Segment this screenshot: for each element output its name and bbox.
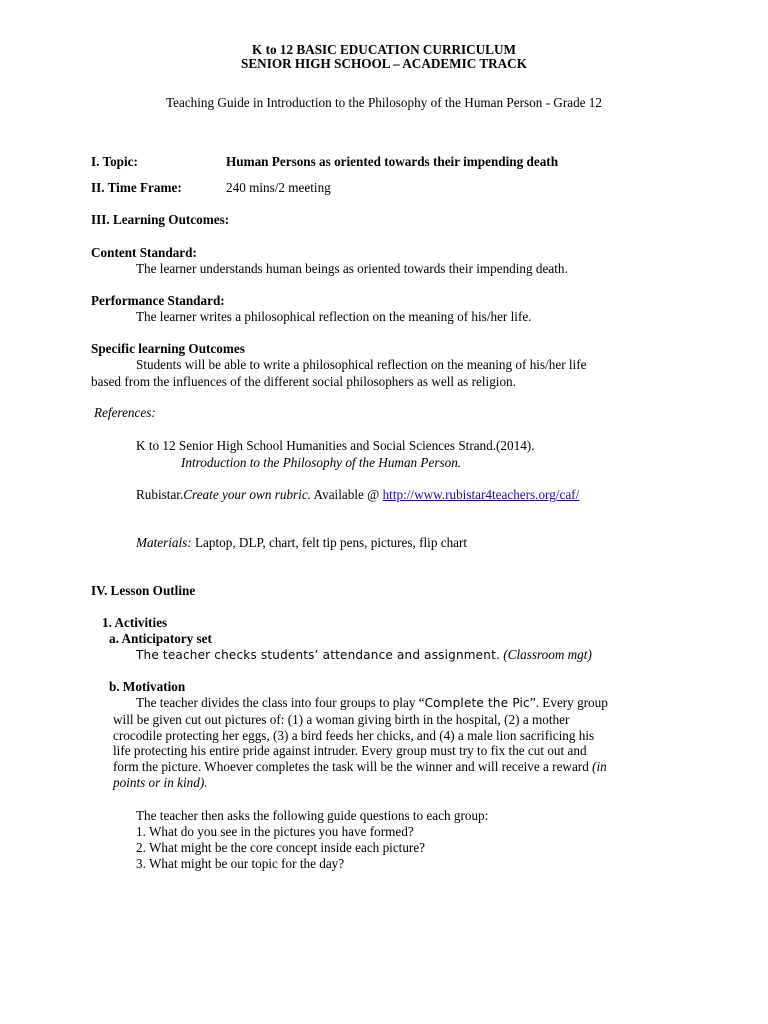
- motivation-line5-a: form the picture. Whoever completes the task will be the winner and will receive a reward: [113, 759, 593, 774]
- anticipatory-set-note: (Classroom mgt): [503, 647, 592, 662]
- curriculum-title: K to 12 BASIC EDUCATION CURRICULUM: [252, 42, 516, 57]
- rubistar-link[interactable]: http://www.rubistar4teachers.org/caf/: [382, 487, 580, 502]
- reference-1-line2: Introduction to the Philosophy of the Human Person.: [181, 455, 462, 470]
- motivation-line4: life protecting his entire pride against intruder. Every group must try to fix the cut out and: [113, 743, 587, 758]
- motivation-line2: will be given cut out pictures of: (1) a woman giving birth in the hospital, (2) a mother: [113, 712, 570, 727]
- guide-questions-intro: The teacher then asks the following guide questions to each group:: [136, 808, 489, 823]
- teaching-guide-title: Teaching Guide in Introduction to the Philosophy of the Human Person - Grade 12: [165, 95, 602, 110]
- topic-label: I. Topic:: [91, 154, 138, 169]
- track-title: SENIOR HIGH SCHOOL – ACADEMIC TRACK: [241, 56, 527, 71]
- content-standard-heading: Content Standard:: [91, 245, 197, 260]
- anticipatory-set-text: The teacher checks students’ attendance and assignment.: [136, 648, 500, 662]
- time-frame-label: II. Time Frame:: [91, 180, 182, 195]
- materials-label: Materials:: [136, 535, 192, 550]
- motivation-line5: [113, 759, 607, 775]
- anticipatory-set-line: [136, 647, 592, 663]
- references-heading: References:: [94, 405, 156, 420]
- reference-2-available: Available @: [310, 487, 383, 502]
- anticipatory-set-heading: a. Anticipatory set: [109, 631, 212, 646]
- motivation-line6: points or in kind).: [113, 775, 208, 790]
- motivation-line1-c: ”. Every group: [529, 695, 608, 710]
- reference-2-prefix: Rubistar.: [136, 487, 184, 502]
- materials: [136, 535, 467, 551]
- learning-outcomes-heading: III. Learning Outcomes:: [91, 212, 230, 227]
- motivation-line3: crocodile protecting her eggs, (3) a bird feeds her chicks, and (4) a male lion sacrificing his: [113, 728, 595, 743]
- guide-question-3: 3. What might be our topic for the day?: [136, 856, 345, 871]
- game-name: Complete the Pic: [424, 696, 530, 710]
- motivation-line5-b: (in: [592, 759, 607, 774]
- lesson-outline-heading: IV. Lesson Outline: [91, 583, 196, 598]
- reference-2-italic: Create your own rubric.: [183, 487, 311, 502]
- motivation-line1: [136, 695, 608, 711]
- specific-outcomes-line2: based from the influences of the different social philosophers as well as religion.: [91, 374, 516, 389]
- performance-standard-heading: Performance Standard:: [91, 293, 225, 308]
- activities-heading: 1. Activities: [102, 615, 168, 630]
- motivation-heading: b. Motivation: [109, 679, 186, 694]
- content-standard-text: The learner understands human beings as oriented towards their impending death.: [136, 261, 568, 276]
- performance-standard-text: The learner writes a philosophical reflection on the meaning of his/her life.: [136, 309, 532, 324]
- motivation-line1-a: The teacher divides the class into four groups to play “: [136, 695, 425, 710]
- specific-outcomes-line1: Students will be able to write a philosophical reflection on the meaning of his/her life: [136, 357, 587, 372]
- materials-text: Laptop, DLP, chart, felt tip pens, pictures, flip chart: [191, 535, 468, 550]
- reference-2: [136, 487, 579, 503]
- guide-question-1: 1. What do you see in the pictures you have formed?: [136, 824, 414, 839]
- guide-question-2: 2. What might be the core concept inside each picture?: [136, 840, 426, 855]
- reference-1-line1: K to 12 Senior High School Humanities and Social Sciences Strand.(2014).: [136, 438, 535, 453]
- time-frame-value: 240 mins/2 meeting: [226, 180, 331, 195]
- topic-value: Human Persons as oriented towards their impending death: [226, 154, 559, 169]
- specific-outcomes-heading: Specific learning Outcomes: [91, 341, 245, 356]
